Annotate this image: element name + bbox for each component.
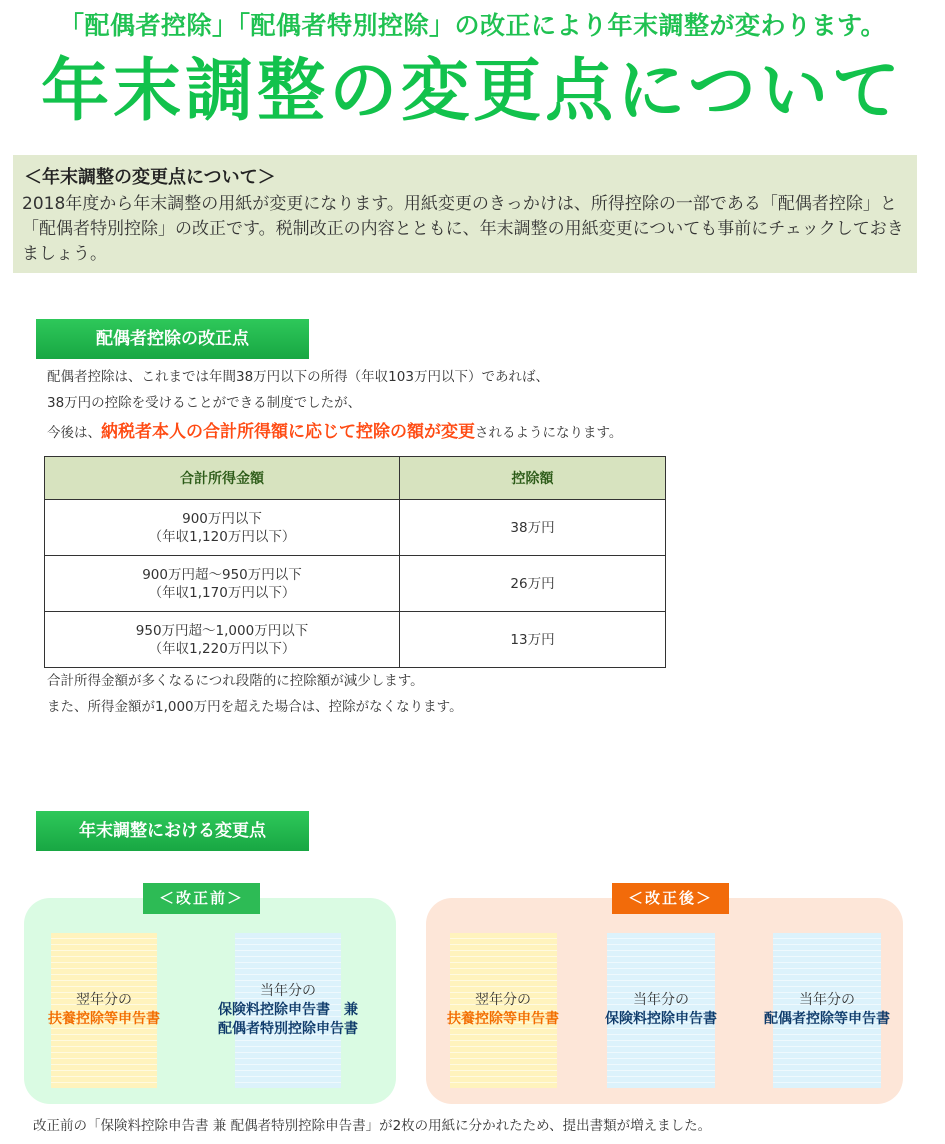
column-header-deduction: 控除額 (400, 457, 666, 500)
table-row (45, 612, 666, 668)
intro-body: 2018年度から年末調整の用紙が変更になります。用紙変更のきっかけは、所得控除の一部である「配偶者控除」と「配偶者特別控除」の改正です。税制改正の内容とともに、年末調整の用紙変更についても事前にチェックしておきましょう。 (22, 194, 904, 264)
section1-line3 (47, 419, 622, 446)
column-header-income: 合計所得金額 (45, 457, 400, 500)
intro-heading: ＜年末調整の変更点について＞ (24, 167, 276, 188)
table-row (45, 556, 666, 612)
form-caption (24, 991, 184, 1029)
section-header-spousal-deduction: 配偶者控除の改正点 (36, 319, 309, 359)
caption-line: 翌年分の (475, 992, 531, 1008)
note-1: 合計所得金額が多くなるにつれ段階的に控除額が減少します。 (47, 673, 424, 689)
annual-income: （年収1,170万円以下） (148, 584, 296, 601)
section-header-year-end-changes: 年末調整における変更点 (36, 811, 309, 851)
form-caption (745, 991, 909, 1029)
form-caption (188, 982, 388, 1039)
income-range: 950万円超～1,000万円以下 (135, 622, 309, 639)
income-range: 900万円超～950万円以下 (142, 566, 302, 583)
caption-line: 翌年分の (76, 992, 132, 1008)
caption-title: 保険料控除申告書 兼 (218, 1002, 358, 1018)
section1-line1: 配偶者控除は、これまでは年間38万円以下の所得（年収103万円以下）であれば、 (47, 369, 549, 385)
footnote: 改正前の「保険料控除申告書 兼 配偶者特別控除申告書」が2枚の用紙に分かれたため、提出書類が増えました。 (33, 1118, 712, 1134)
caption-title: 扶養控除等申告書 (447, 1011, 559, 1027)
income-range: 900万円以下 (182, 510, 262, 527)
table-header-row (45, 457, 666, 500)
caption-title: 扶養控除等申告書 (48, 1011, 160, 1027)
annual-income: （年収1,120万円以下） (148, 528, 296, 545)
before-tag: ＜改正前＞ (143, 883, 260, 914)
note-2: また、所得金額が1,000万円を超えた場合は、控除がなくなります。 (47, 699, 463, 715)
caption-line: 当年分の (799, 992, 855, 1008)
deduction-cell: 38万円 (400, 500, 666, 556)
page-title: 年末調整の変更点について (41, 52, 904, 131)
deduction-cell: 26万円 (400, 556, 666, 612)
deduction-cell: 13万円 (400, 612, 666, 668)
caption-line: 当年分の (260, 983, 316, 999)
form-caption (423, 991, 583, 1029)
caption-title: 配偶者特別控除申告書 (218, 1021, 358, 1037)
emphasis-text: 納税者本人の合計所得額に応じて控除の額が変更 (101, 422, 475, 442)
deduction-table (44, 456, 666, 668)
income-cell (45, 612, 400, 668)
income-cell (45, 556, 400, 612)
page-subtitle: 「配偶者控除」「配偶者特別控除」の改正により年末調整が変わります。 (58, 11, 886, 40)
section1-line2: 38万円の控除を受けることができる制度でしたが、 (47, 395, 362, 411)
caption-line: 当年分の (633, 992, 689, 1008)
after-tag: ＜改正後＞ (612, 883, 729, 914)
table-row (45, 500, 666, 556)
caption-title: 配偶者控除等申告書 (764, 1011, 890, 1027)
line3-prefix: 今後は、 (47, 425, 101, 441)
caption-title: 保険料控除申告書 (605, 1011, 717, 1027)
income-cell (45, 500, 400, 556)
line3-suffix: されるようになります。 (475, 425, 623, 441)
annual-income: （年収1,220万円以下） (148, 640, 296, 657)
form-caption (581, 991, 741, 1029)
